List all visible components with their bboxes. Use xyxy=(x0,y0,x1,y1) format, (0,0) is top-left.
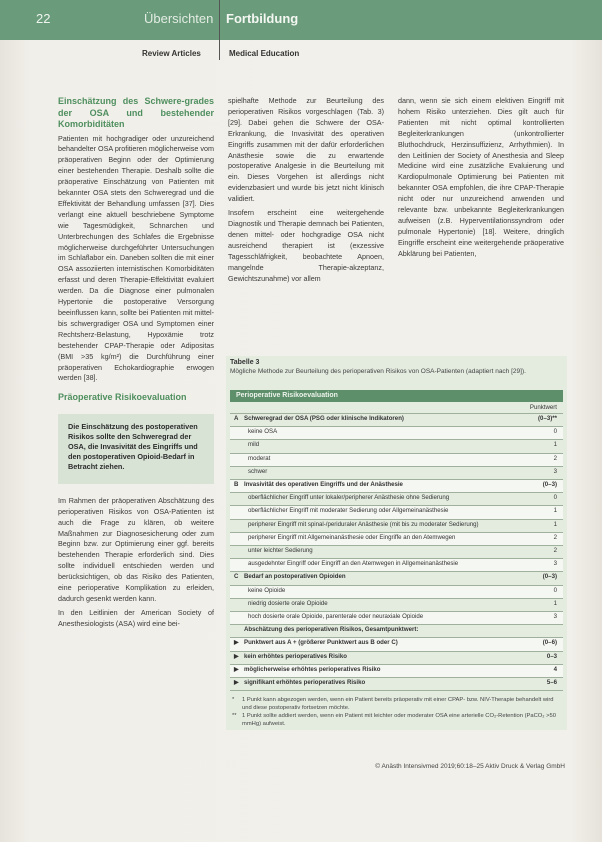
row-points: 2 xyxy=(553,547,557,554)
row-marker: ▶ xyxy=(234,679,239,686)
table-row xyxy=(230,427,563,440)
heading-preop-risk: Präoperative Risikoevaluation xyxy=(58,392,187,403)
row-points: 3 xyxy=(553,467,557,475)
table-header: Perioperative Risikoevaluation xyxy=(230,390,563,402)
row-marker: ▶ xyxy=(234,652,239,660)
table-row xyxy=(230,599,563,612)
row-points: 5–6 xyxy=(546,679,557,686)
table-row xyxy=(230,586,563,599)
footnote-mark: * xyxy=(232,697,235,704)
row-points: 1 xyxy=(553,507,557,515)
row-text: hoch dosierte orale Opioide, parenterale oder neuraxiale Opioide xyxy=(248,613,424,620)
row-points: 3 xyxy=(553,613,557,620)
points-column-header: Punktwert xyxy=(230,403,563,414)
row-points: (0–3) xyxy=(542,481,557,488)
row-text: signifikant erhöhtes perioperatives Risiko xyxy=(244,679,366,686)
row-text: mild xyxy=(248,441,260,449)
row-text: moderat xyxy=(248,454,271,462)
column-3 xyxy=(398,96,564,263)
table-row xyxy=(230,454,563,467)
row-points: 0 xyxy=(553,428,557,436)
table-row xyxy=(230,625,563,638)
row-text: niedrig dosierte orale Opioide xyxy=(248,599,328,607)
heading-osa-severity: Einschätzung des Schwere-grades der OSA und bestehender Komorbiditäten xyxy=(58,96,214,129)
copyright: © Anästh Intensivmed 2019;60:18–25 Aktiv Druck & Verlag GmbH xyxy=(375,763,565,770)
row-text: Schweregrad der OSA (PSG oder klinische Indikatoren) xyxy=(244,415,404,422)
table-row xyxy=(230,414,563,427)
table-row xyxy=(230,665,563,678)
row-points: 1 xyxy=(553,441,557,449)
row-points: (0–3) xyxy=(542,573,557,581)
footnote-text: 1 Punkt kann abgezogen werden, wenn ein Patient bereits präoperativ mit einer CPAP- bzw. NIV-Therapie behandelt wird und diese postoperativ fortsetzen möchte. xyxy=(242,697,554,711)
table-row xyxy=(230,493,563,506)
row-text: schwer xyxy=(248,467,268,475)
table-row xyxy=(230,652,563,665)
table-row xyxy=(230,546,563,559)
row-text: Invasivität des operativen Eingriffs und der Anästhesie xyxy=(244,481,403,488)
row-points: 2 xyxy=(553,533,557,541)
table-row xyxy=(230,638,563,651)
column-2 xyxy=(228,96,384,287)
row-marker: ▶ xyxy=(234,639,239,647)
paragraph: dann, wenn sie sich einem elektiven Eingriff mit hohem Risiko unterziehen. Dies gilt auch für Patienten mit nicht optimal kontrollierten Begleiterkrankungen (unkontrollierter Bluthochdruck, Herzinsuffizienz, Arrhythmien). In den Leitlinien der Society of Anesthesia and Sleep Medicine wird eine zusätzliche Evaluierung und Kardiopulmonale Optimierung bei Patienten mit bekannter OSA empfohlen, die ihre CPAP-Therapie nicht oder nur unzureichend anwenden und relevante bzw. unbekannte Begleiterkrankungen aufweisen (z.B. Hyperventilationssyndrom oder pulmonale Hypertonie) [18]. Weitere, dringlich Eingriffe erscheint eine weitergehende präoperative Abklärung bei Patienten, xyxy=(398,96,564,258)
table-row xyxy=(230,612,563,625)
section-tab-overview: Übersichten xyxy=(144,11,214,26)
header-band xyxy=(0,0,602,40)
row-text: keine OSA xyxy=(248,428,278,436)
section-tab-education: Fortbildung xyxy=(226,11,299,26)
row-points: (0–6) xyxy=(542,639,557,647)
row-text: ausgedehnter Eingriff oder Eingriff an den Atemwegen in Allgemeinanästhesie xyxy=(248,560,459,568)
paragraph: In den Leitlinien der American Society of Anesthesiologists (ASA) wird eine bei- xyxy=(58,607,214,628)
row-text: kein erhöhtes perioperatives Risiko xyxy=(244,652,347,660)
row-points: (0–3)** xyxy=(538,415,557,422)
table-row xyxy=(230,467,563,480)
row-text: Punktwert aus A + (größerer Punktwert aus B oder C) xyxy=(244,639,398,647)
table-row xyxy=(230,506,563,519)
table-caption: Mögliche Methode zur Beurteilung des perioperativen Risikos von OSA-Patienten (adaptiert nach [29]). xyxy=(230,368,526,375)
paragraph: Insofern erscheint eine weitergehende Diagnostik und Therapie demnach bei Patienten, denen mittel- oder hochgradige OSA nicht ausreichend therapiert ist (exzessive Tagesschläfrigkeit, beobachtete Apnoen, mangelnde Therapie-akzeptanz, Gewichtszunahme) vor allem xyxy=(228,208,384,283)
row-points: 0–3 xyxy=(546,652,557,660)
subheader-review-articles: Review Articles xyxy=(142,49,201,58)
row-marker: ▶ xyxy=(234,665,239,673)
table-row xyxy=(230,520,563,533)
row-text: Bedarf an postoperativen Opioiden xyxy=(244,573,346,581)
table-row xyxy=(230,533,563,546)
paragraph: spielhafte Methode zur Beurteilung des perioperativen Risikos vorgeschlagen (Tab. 3) [29]. Dabei gehen die Schwere der OSA-Erkrankung, die Invasivität des operativen Eingriffs zusammen mit der dafür erforderlichen Anästhesie sowie die zu erwartende postoperative Analgesie in die Beurteilung mit ein. Dieses Vorgehen ist allerdings nicht evidenzbasiert und wurde bis jetzt nicht klinisch validiert. xyxy=(228,96,384,204)
table-row xyxy=(230,440,563,453)
row-points: 1 xyxy=(553,599,557,607)
table-row xyxy=(230,559,563,572)
footnote xyxy=(230,713,563,729)
paragraph: Patienten mit hochgradiger oder unzureichend behandelter OSA profitieren möglicherweise vom präoperativen Beginn oder der Optimierung einer bestehenden Therapie. Deshalb sollte die präoperative Einschätzung von Patienten mit bekannter OSA stets den Schweregrad und die Effektivität der Behandlung umfassen [37]. Dies verlangt eine aktuell beschriebene Symptome wie Tagesmüdigkeit, Schnarchen und Unterbrechungen des Schlafes die Ergebnisse möglicherweise durchgeführter Untersuchungen im Schlaflabor ein. Daneben sollten die mit einer OSA assoziierten internistischen Komorbiditäten erfasst und deren Therapie-Effektivität evaluiert werden. Da die Diagnose einer pulmonalen Hypertonie die postoperative Versorgung beeinflussen kann, sollte bei Patienten mit mittel- bis schwergradiger OSA und Symptomen einer Rechtsherz-Belastung, Hypoxämie trotz bestehender CPAP-Therapie oder Adipositas (BMI >35 kg/m²) die Durchführung einer präoperativen Echokardiographie erwogen werden [38]. xyxy=(58,133,214,383)
key-point-box: Die Einschätzung des postoperativen Risikos sollte den Schweregrad der OSA, die Invasivität des Eingriffs und den postoperativen Opioid-Bedarf in Betracht ziehen. xyxy=(58,414,214,484)
row-points: 1 xyxy=(553,520,557,528)
subheader-medical-education: Medical Education xyxy=(229,49,300,58)
row-marker: A xyxy=(234,415,239,422)
footnote-mark: ** xyxy=(232,713,237,720)
footnote xyxy=(230,697,563,713)
table-row xyxy=(230,480,563,493)
table-row xyxy=(230,572,563,585)
column-1 xyxy=(58,96,214,633)
row-text: keine Opioide xyxy=(248,586,286,594)
footnote-text: 1 Punkt sollte addiert werden, wenn ein Patient mit leichter oder moderater OSA eine arterielle CO₂-Retention (PaCO₂ >50 mmHg) aufweist. xyxy=(242,713,556,727)
paragraph: Im Rahmen der präoperativen Abschätzung des perioperativen Risikos von OSA-Patienten ist auch die Frage zu klären, ob weitere Maßnahmen zur Diagnosesicherung oder zum Beginn bzw. zur Optimierung einer ggf. bereits bestehenden Therapie erforderlich sind. Dies sollte individuell entschieden werden und berücksichtigen, ob das Risiko des Patienten, eine perioperative Komplikation zu erleiden, dadurch gesenkt werden kann. xyxy=(58,495,214,603)
row-text: peripherer Eingriff mit spinal-/periduraler Anästhesie (mit bis zu moderater Sedierung) xyxy=(248,520,479,528)
page-number: 22 xyxy=(36,11,51,26)
row-text: peripherer Eingriff mit Allgemeinanästhesie oder Eingriffe an den Atemwegen xyxy=(248,533,456,541)
row-text: unter leichter Sedierung xyxy=(248,547,313,554)
row-marker: C xyxy=(234,573,239,581)
header-divider xyxy=(219,0,220,60)
row-points: 4 xyxy=(553,665,557,673)
row-points: 0 xyxy=(553,494,557,502)
table-row xyxy=(230,678,563,691)
table-label: Tabelle 3 xyxy=(230,359,260,366)
row-points: 0 xyxy=(553,586,557,594)
risk-table xyxy=(226,356,567,730)
row-text: oberflächlicher Eingriff mit moderater Sedierung oder Allgemeinanästhesie xyxy=(248,507,449,515)
row-points: 2 xyxy=(553,454,557,462)
row-text: oberflächlicher Eingriff unter lokaler/peripherer Anästhesie ohne Sedierung xyxy=(248,494,450,502)
row-marker: B xyxy=(234,481,239,488)
row-points: 3 xyxy=(553,560,557,568)
row-text: möglicherweise erhöhtes perioperatives Risiko xyxy=(244,665,381,673)
row-text: Abschätzung des perioperativen Risikos, Gesamtpunktwert: xyxy=(244,626,419,634)
